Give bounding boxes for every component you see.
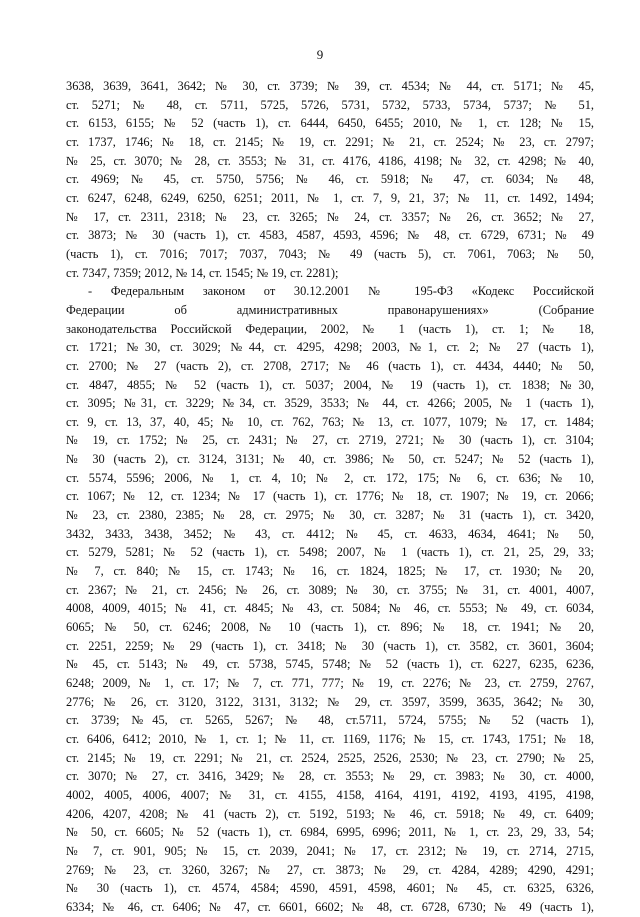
- text-line: ст. 2251, 2259; № 29 (часть 1), ст. 3418; № 30 (часть 1), ст. 3582, ст. 3601, 3604;: [66, 638, 594, 653]
- text-line: ст. 3873; № 30 (часть 1), ст. 4583, 4587, 4593, 4596; № 48, ст. 6729, 6731; № 49: [66, 228, 594, 243]
- text-line: ст. 2700; № 27 (часть 2), ст. 2708, 2717; № 46 (часть 1), ст. 4434, 4440; № 50,: [66, 358, 594, 373]
- text-line: № 7, ст. 901, 905; № 15, ст. 2039, 2041; № 17, ст. 2312; № 19, ст. 2714, 2715,: [66, 843, 594, 858]
- text-line: ст. 1067; № 12, ст. 1234; № 17 (часть 1), ст. 1776; № 18, ст. 1907; № 19, ст. 2066;: [66, 489, 594, 504]
- text-line: № 19, ст. 1752; № 25, ст. 2431; № 27, ст. 2719, 2721; № 30 (часть 1), ст. 3104;: [66, 433, 594, 448]
- text-line: ст. 5574, 5596; 2006, № 1, ст. 4, 10; № 2, ст. 172, 175; № 6, ст. 636; № 10,: [66, 470, 594, 485]
- text-line: № 23, ст. 2380, 2385; № 28, ст. 2975; № 30, ст. 3287; № 31 (часть 1), ст. 3420,: [66, 508, 594, 523]
- text-line: ст. 1737, 1746; № 18, ст. 2145; № 19, ст. 2291; № 21, ст. 2524; № 23, ст. 2797;: [66, 134, 594, 149]
- page-number: 9: [316, 47, 324, 62]
- text-line: (часть 1), ст. 7016; 7017; 7037, 7043; № 49 (часть 5), ст. 7061, 7063; № 50,: [66, 246, 594, 261]
- text-line: 6065; № 50, ст. 6246; 2008, № 10 (часть 1), ст. 896; № 18, ст. 1941; № 20,: [66, 620, 594, 635]
- text-line: ст. 4847, 4855; № 52 (часть 1), ст. 5037; 2004, № 19 (часть 1), ст. 1838; №30,: [66, 377, 594, 392]
- text-line: - Федеральным законом от 30.12.2001 № 195-ФЗ «Кодекс Российской: [88, 284, 594, 299]
- text-line: № 50, ст. 6605; № 52 (часть 1), ст. 6984, 6995, 6996; 2011, № 1, ст. 23, 29, 33, 54;: [66, 825, 594, 840]
- text-line: 4008, 4009, 4015; № 41, ст. 4845; № 43, ст. 5084; № 46, ст. 5553; № 49, ст. 6034,: [66, 601, 594, 616]
- text-line: № 7, ст. 840; № 15, ст. 1743; № 16, ст. 1824, 1825; № 17, ст. 1930; № 20,: [66, 564, 594, 579]
- text-line: законодательства Российской Федерации, 2002, № 1 (часть 1), ст. 1; № 18,: [66, 321, 594, 336]
- text-line: ст. 6406, 6412; 2010, № 1, ст. 1; № 11, ст. 1169, 1176; № 15, ст. 1743, 1751; № 18,: [66, 731, 594, 746]
- document-body: [66, 77, 594, 917]
- text-line: ст. 2367; № 21, ст. 2456; № 26, ст. 3089; № 30, ст. 3755; № 31, ст. 4001, 4007,: [66, 582, 594, 597]
- text-line: ст. 6247, 6248, 6249, 6250, 6251; 2011, № 1, ст. 7, 9, 21, 37; № 11, ст. 1492, 1494;: [66, 190, 594, 205]
- text-line: № 25, ст. 3070; № 28, ст. 3553; № 31, ст. 4176, 4186, 4198; № 32, ст. 4298; № 40,: [66, 153, 594, 168]
- text-line: 4206, 4207, 4208; № 41 (часть 2), ст. 5192, 5193; № 46, ст. 5918; № 49, ст. 6409;: [66, 806, 594, 821]
- text-line: 6334; № 46, ст. 6406; № 47, ст. 6601, 6602; № 48, ст. 6728, 6730; № 49 (часть 1),: [66, 899, 594, 914]
- text-line: 6248; 2009, № 1, ст. 17; № 7, ст. 771, 777; № 19, ст. 2276; № 23, ст. 2759, 2767,: [66, 676, 594, 690]
- text-line: ст. 4969; № 45, ст. 5750, 5756; № 46, ст. 5918; № 47, ст. 6034; № 48,: [66, 172, 594, 187]
- text-line: 2776; № 26, ст. 3120, 3122, 3131, 3132; № 29, ст. 3597, 3599, 3635, 3642; № 30,: [66, 694, 594, 709]
- text-line: ст. 1721; №30, ст. 3029; №44, ст. 4295, 4298; 2003, №1, ст. 2; № 27 (часть 1),: [66, 340, 594, 355]
- text-line: № 30 (часть 1), ст. 4574, 4584; 4590, 4591, 4598, 4601; № 45, ст. 6325, 6326,: [66, 881, 594, 896]
- text-line: ст. 3739; №45, ст. 5265, 5267; № 48, ст.5711, 5724, 5755; № 52 (часть 1),: [66, 713, 594, 728]
- text-line: ст. 3095; №31, ст. 3229; №34, ст. 3529, 3533; № 44, ст. 4266; 2005, № 1 (часть 1),: [66, 396, 594, 411]
- text-line: ст. 7347, 7359; 2012, № 14, ст. 1545; № 19, ст. 2281);: [66, 265, 339, 280]
- text-line: ст. 6153, 6155; № 52 (часть 1), ст. 6444, 6450, 6455; 2010, № 1, ст. 128; № 15,: [66, 116, 594, 131]
- text-line: № 30 (часть 2), ст. 3124, 3131; № 40, ст. 3986; № 50, ст. 5247; № 52 (часть 1),: [66, 452, 594, 467]
- text-line: ст. 5271; № 48, ст. 5711, 5725, 5726, 5731, 5732, 5733, 5734, 5737; № 51,: [66, 97, 594, 112]
- text-line: 4002, 4005, 4006, 4007; № 31, ст. 4155, 4158, 4164, 4191, 4192, 4193, 4195, 4198,: [66, 787, 594, 802]
- text-line: 3638, 3639, 3641, 3642; № 30, ст. 3739; № 39, ст. 4534; № 44, ст. 5171; № 45,: [66, 79, 594, 93]
- text-line: Федерации об административных правонарушениях» (Собрание: [66, 302, 594, 317]
- text-line: 2769; № 23, ст. 3260, 3267; № 27, ст. 3873; № 29, ст. 4284, 4289; 4290, 4291;: [66, 862, 594, 877]
- text-line: ст. 5279, 5281; № 52 (часть 1), ст. 5498; 2007, № 1 (часть 1), ст. 21, 25, 29, 33;: [66, 545, 594, 560]
- text-line: № 17, ст. 2311, 2318; № 23, ст. 3265; № 24, ст. 3357; № 26, ст. 3652; № 27,: [66, 209, 594, 224]
- text-line: ст. 9, ст. 13, 37, 40, 45; № 10, ст. 762, 763; № 13, ст. 1077, 1079; № 17, ст. 1484;: [66, 414, 594, 429]
- text-line: ст. 3070; № 27, ст. 3416, 3429; № 28, ст. 3553; № 29, ст. 3983; № 30, ст. 4000,: [66, 769, 594, 784]
- text-line: 3432, 3433, 3438, 3452; № 43, ст. 4412; № 45, ст. 4633, 4634, 4641; № 50,: [66, 526, 594, 541]
- text-line: ст. 2145; № 19, ст. 2291; № 21, ст. 2524, 2525, 2526, 2530; № 23, ст. 2790; № 25,: [66, 750, 594, 765]
- text-line: № 45, ст. 5143; № 49, ст. 5738, 5745, 5748; № 52 (часть 1), ст. 6227, 6235, 6236,: [66, 657, 594, 672]
